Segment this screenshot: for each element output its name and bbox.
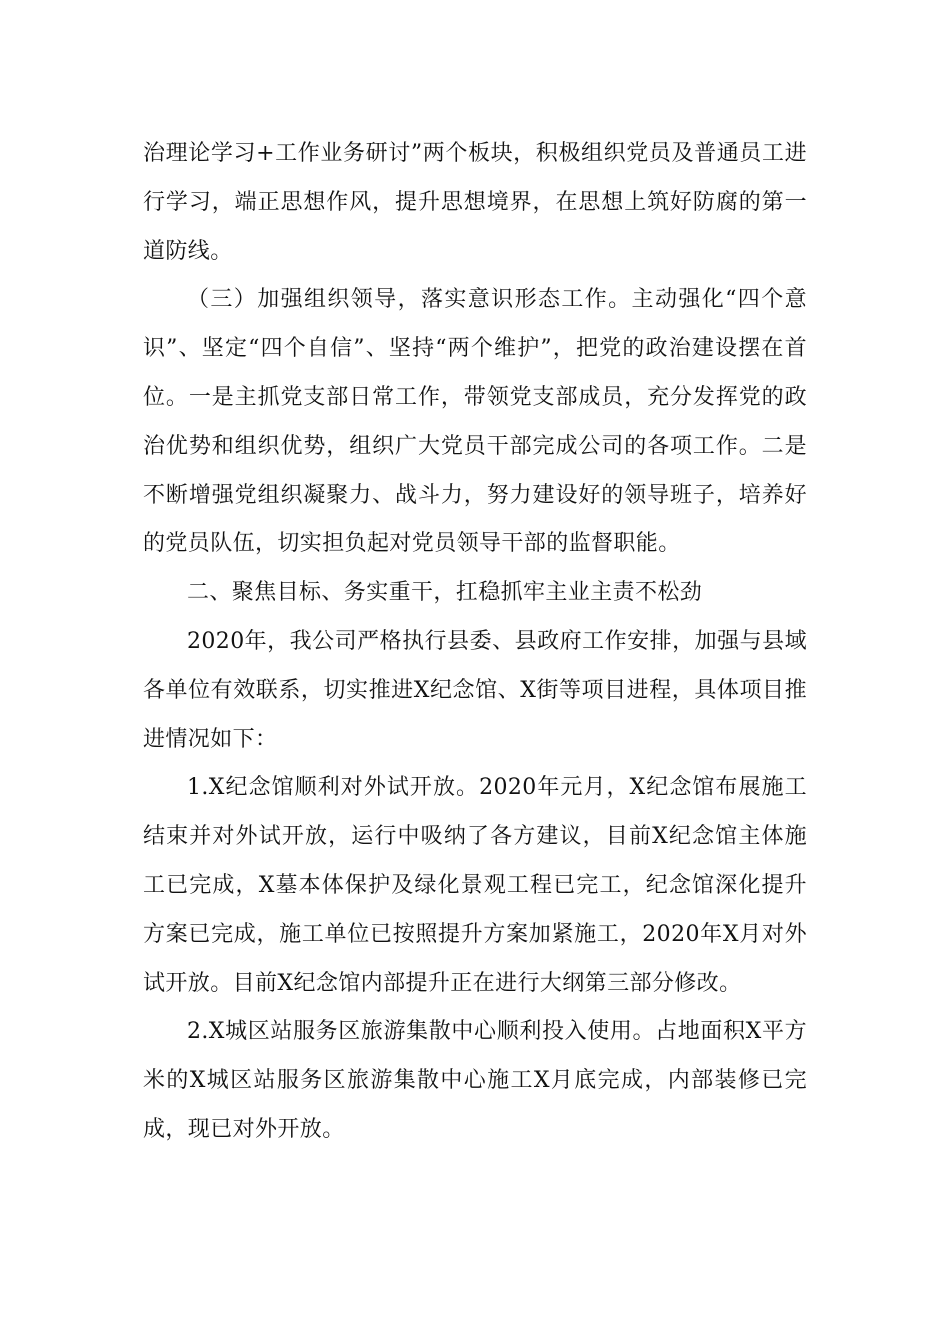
paragraph-tourism-center: 2.X城区站服务区旅游集散中心顺利投入使用。占地面积X平方米的X城区站服务区旅游集散中心施工X月底完成，内部装修已完成，现已对外开放。 bbox=[143, 1019, 807, 1142]
paragraph-study-plates: 治理论学习+工作业务研讨”两个板块，积极组织党员及普通员工进行学习，端正思想作风，提升思想境界，在思想上筑好防腐的第一道防线。 bbox=[143, 141, 807, 264]
paragraph-memorial-hall: 1.X纪念馆顺利对外试开放。2020年元月，X纪念馆布展施工结束并对外试开放，运行中吸纳了各方建议，目前X纪念馆主体施工已完成，X墓本体保护及绿化景观工程已完工，纪念馆深化提升方案已完成，施工单位已按照提升方案加紧施工，2020年X月对外试开放。目前X纪念馆内部提升正在进行大纲第三部分修改。 bbox=[143, 775, 807, 996]
paragraph-organization-leadership: （三）加强组织领导，落实意识形态工作。主动强化“四个意识”、坚定“四个自信”、坚持“两个维护”，把党的政治建设摆在首位。一是主抓党支部日常工作，带领党支部成员，充分发挥党的政治优势和组织优势，组织广大党员干部完成公司的各项工作。二是不断增强党组织凝聚力、战斗力，努力建设好的领导班子，培养好的党员队伍，切实担负起对党员领导干部的监督职能。 bbox=[143, 287, 807, 557]
section-heading-two: 二、聚焦目标、务实重干，扛稳抓牢主业主责不松劲 bbox=[187, 580, 703, 606]
paragraph-2020-overview: 2020年，我公司严格执行县委、县政府工作安排，加强与县域各单位有效联系，切实推进X纪念馆、X街等项目进程，具体项目推进情况如下： bbox=[143, 628, 807, 752]
document-body bbox=[143, 130, 807, 1155]
